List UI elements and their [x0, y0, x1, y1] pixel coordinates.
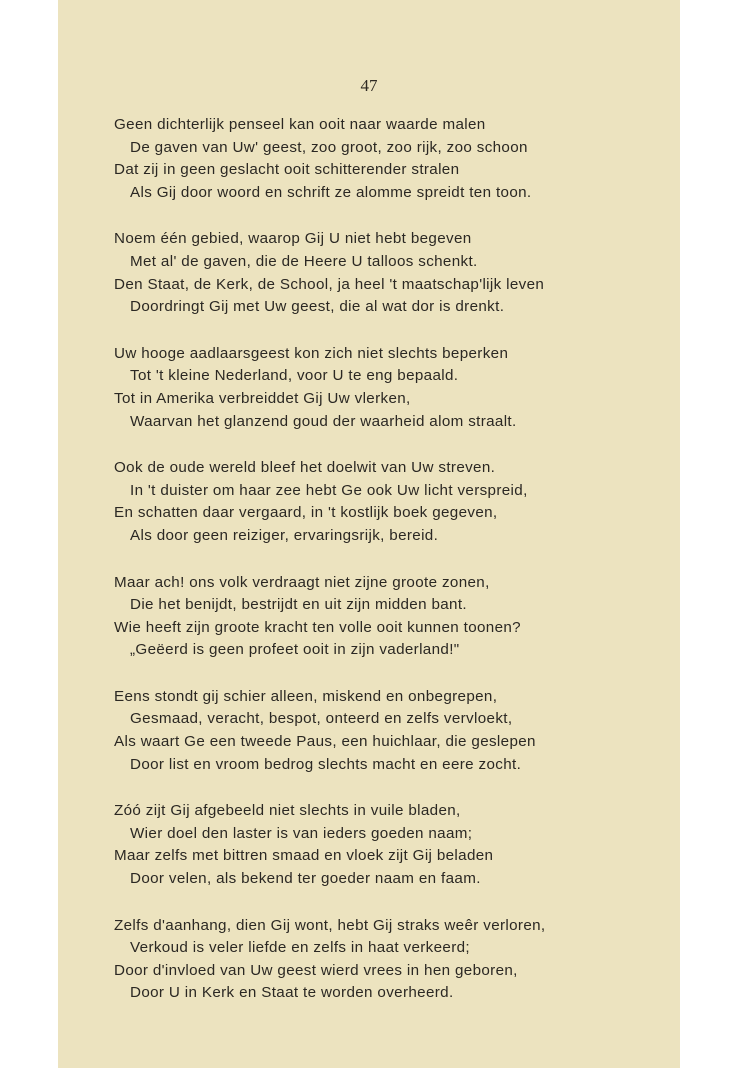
- poem-line: En schatten daar vergaard, in 't kostlijk boek gegeven,: [114, 504, 498, 522]
- poem-line: Door U in Kerk en Staat te worden overheerd.: [130, 984, 454, 1002]
- poem-line: Maar zelfs met bittren smaad en vloek zijt Gij beladen: [114, 847, 494, 865]
- poem-line: Als door geen reiziger, ervaringsrijk, bereid.: [130, 526, 439, 544]
- stanza: [114, 915, 654, 1005]
- poem-line: Gesmaad, veracht, bespot, onteerd en zelfs vervloekt,: [130, 710, 513, 728]
- poem-line: Uw hooge aadlaarsgeest kon zich niet slechts beperken: [114, 344, 509, 362]
- poem-line: Zóó zijt Gij afgebeeld niet slechts in vuile bladen,: [114, 802, 461, 820]
- poem-line: Die het benijdt, bestrijdt en uit zijn midden bant.: [130, 596, 467, 614]
- poem: [114, 114, 654, 1029]
- poem-line: Noem één gebied, waarop Gij U niet hebt begeven: [114, 230, 472, 248]
- page-number: 47: [360, 76, 378, 95]
- poem-line: Ook de oude wereld bleef het doelwit van Uw streven.: [114, 459, 496, 477]
- poem-line: Met al' de gaven, die de Heere U talloos schenkt.: [130, 252, 478, 270]
- stanza: [114, 114, 654, 204]
- poem-line: Door d'invloed van Uw geest wierd vrees in hen geboren,: [114, 961, 518, 979]
- stanza: [114, 572, 654, 662]
- poem-line: Door list en vroom bedrog slechts macht en eere zocht.: [130, 755, 522, 773]
- poem-line: Zelfs d'aanhang, dien Gij wont, hebt Gij straks weêr verloren,: [114, 916, 546, 934]
- stanza: [114, 343, 654, 433]
- stanza: [114, 800, 654, 890]
- stanza: [114, 457, 654, 547]
- poem-line: „Geëerd is geen profeet ooit in zijn vaderland!": [130, 641, 460, 659]
- poem-line: Den Staat, de Kerk, de School, ja heel 't maatschap'lijk leven: [114, 275, 545, 293]
- poem-line: Doordringt Gij met Uw geest, die al wat dor is drenkt.: [130, 298, 505, 316]
- stanza: [114, 686, 654, 776]
- poem-line: Tot 't kleine Nederland, voor U te eng bepaald.: [130, 367, 459, 385]
- book-page: [58, 0, 680, 1068]
- poem-line: Wier doel den laster is van ieders goeden naam;: [130, 824, 473, 842]
- poem-line: Dat zij in geen geslacht ooit schitterender stralen: [114, 161, 460, 179]
- poem-line: In 't duister om haar zee hebt Ge ook Uw licht verspreid,: [130, 481, 528, 499]
- poem-line: Maar ach! ons volk verdraagt niet zijne groote zonen,: [114, 573, 490, 591]
- poem-line: Tot in Amerika verbreiddet Gij Uw vlerken,: [114, 389, 411, 407]
- poem-line: Als Gij door woord en schrift ze alomme spreidt ten toon.: [130, 183, 532, 201]
- poem-line: De gaven van Uw' geest, zoo groot, zoo rijk, zoo schoon: [130, 138, 528, 156]
- poem-line: Eens stondt gij schier alleen, miskend en onbegrepen,: [114, 687, 498, 705]
- poem-line: Wie heeft zijn groote kracht ten volle ooit kunnen toonen?: [114, 618, 521, 636]
- poem-line: Als waart Ge een tweede Paus, een huichlaar, die geslepen: [114, 733, 536, 751]
- poem-line: Waarvan het glanzend goud der waarheid alom straalt.: [130, 412, 517, 430]
- poem-line: Verkoud is veler liefde en zelfs in haat verkeerd;: [130, 939, 470, 957]
- poem-line: Door velen, als bekend ter goeder naam en faam.: [130, 870, 481, 888]
- stanza: [114, 228, 654, 318]
- poem-line: Geen dichterlijk penseel kan ooit naar waarde malen: [114, 116, 486, 133]
